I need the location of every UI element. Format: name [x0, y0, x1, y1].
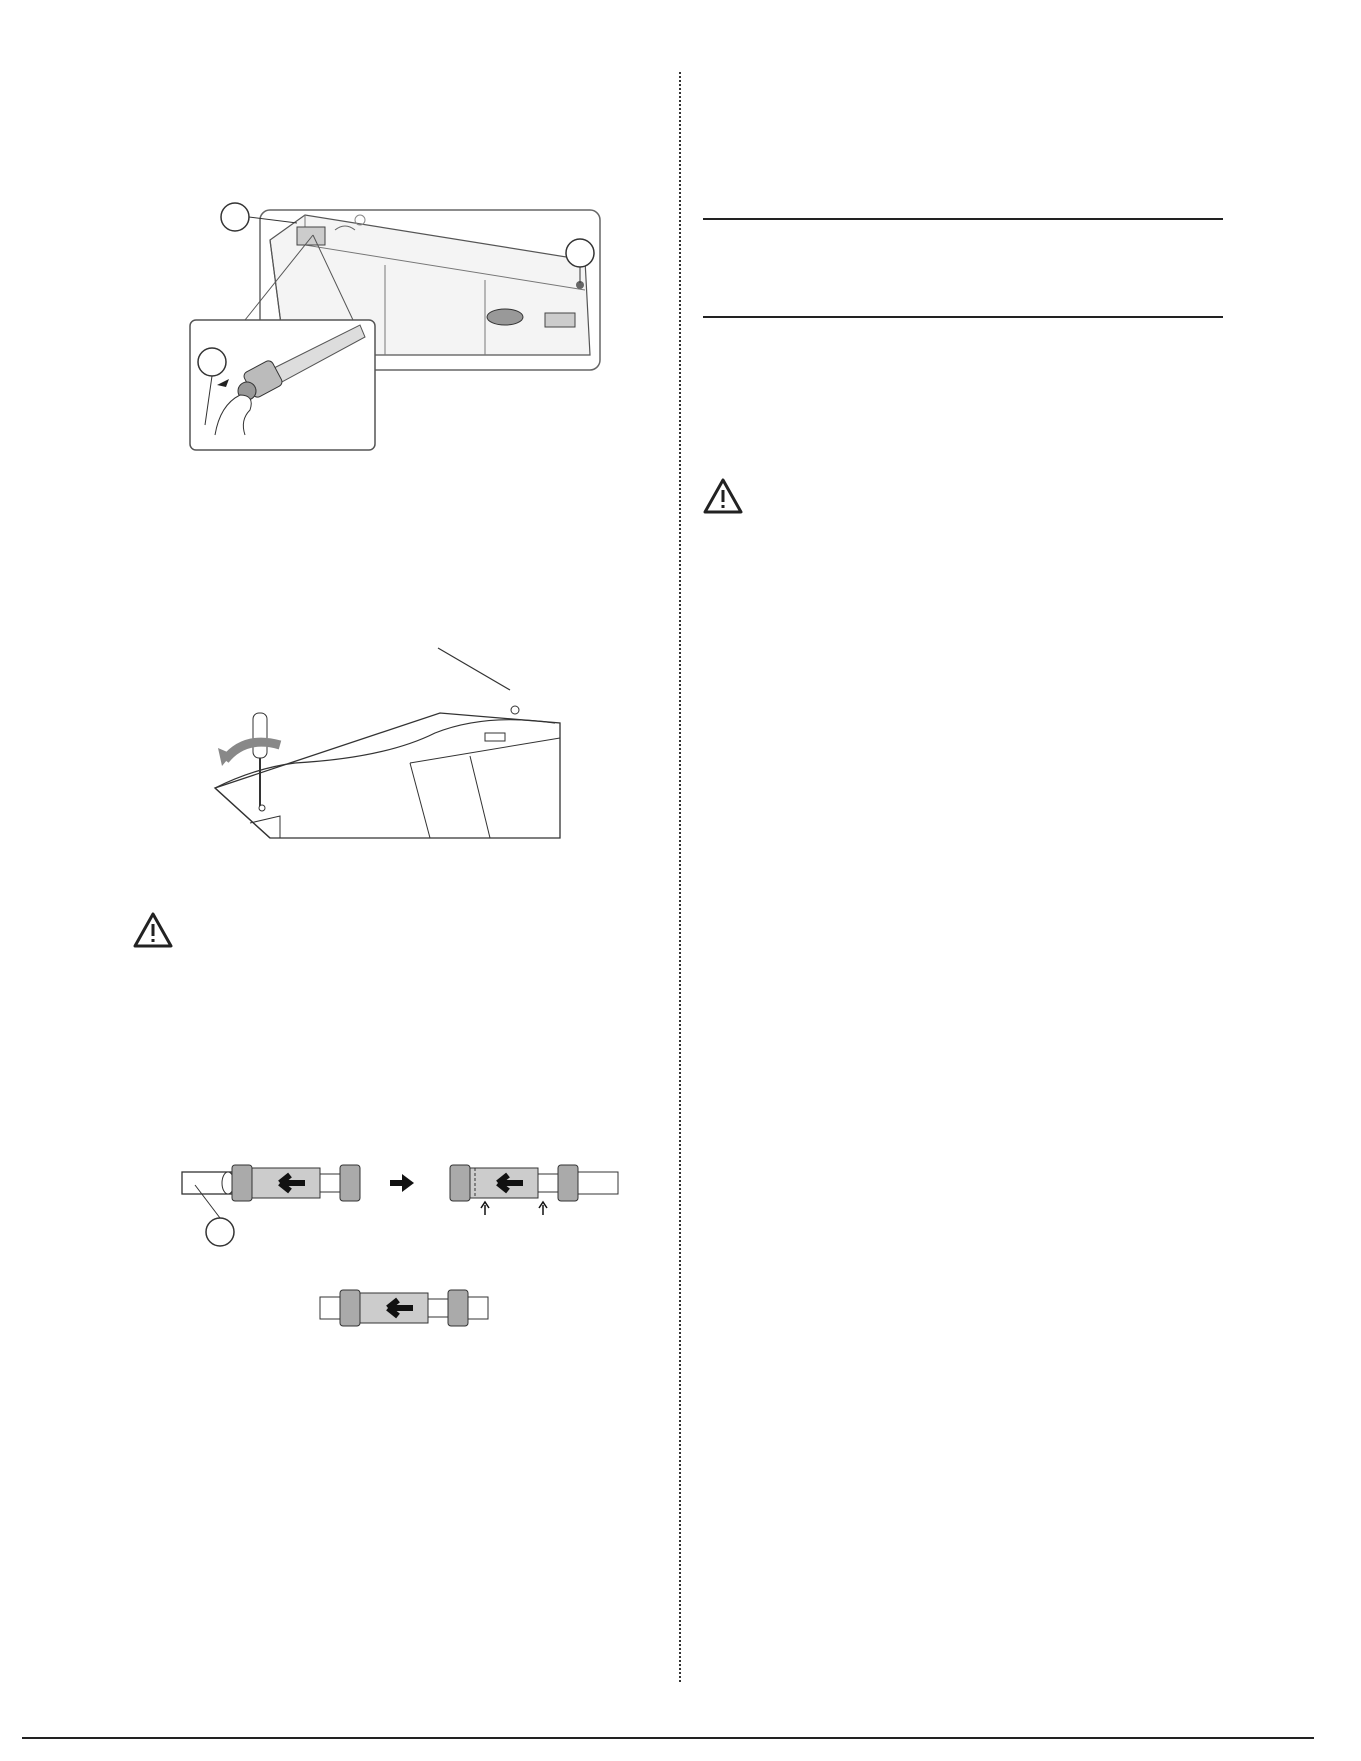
right-rule-bottom [703, 316, 1223, 318]
connector-final [320, 1290, 488, 1326]
warning-triangle-icon [133, 912, 173, 948]
page-bottom-rule [22, 1737, 1314, 1739]
figure-top-cover-screw [210, 648, 570, 848]
figure-top-connection [185, 205, 605, 455]
warning-triangle-icon [703, 478, 743, 514]
connector-before [232, 1165, 360, 1201]
figure-inline-connector [180, 1150, 620, 1350]
right-rule-top [703, 218, 1223, 220]
connector-after [450, 1165, 618, 1215]
column-divider [679, 72, 681, 1682]
